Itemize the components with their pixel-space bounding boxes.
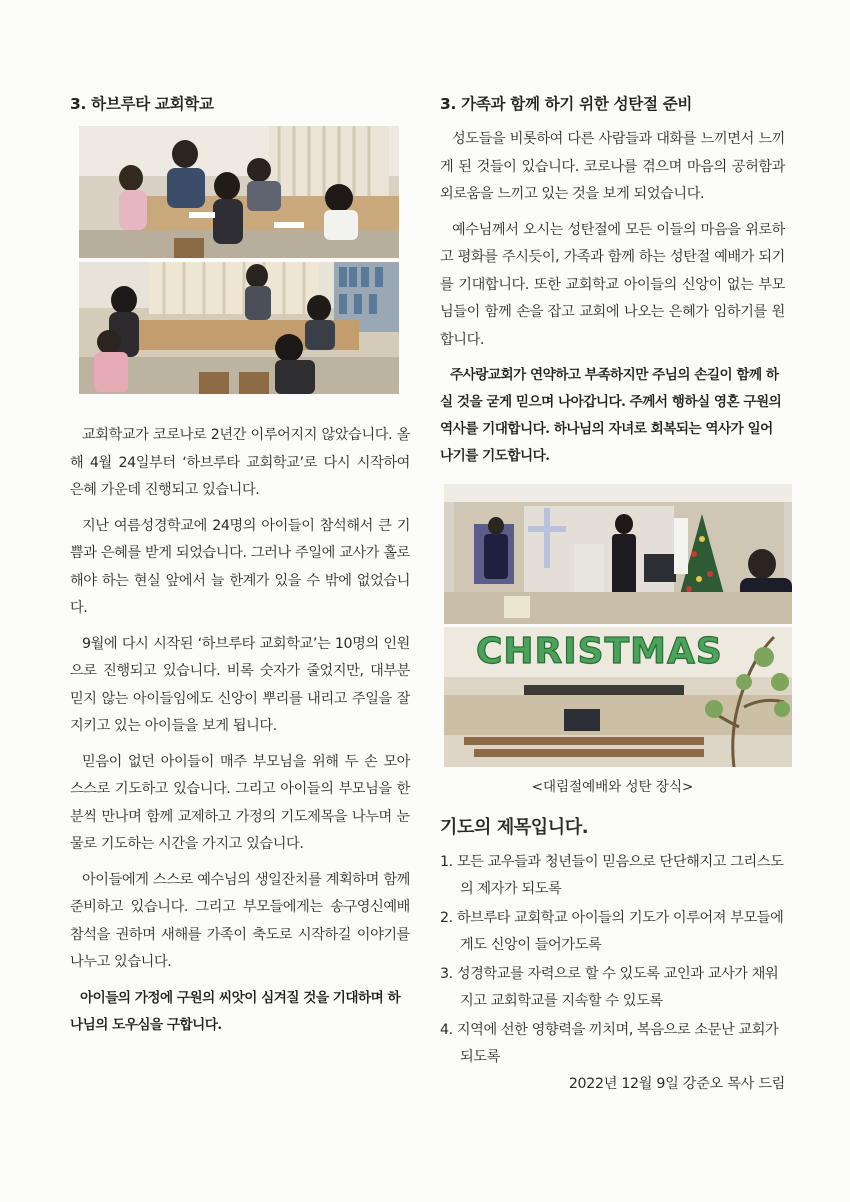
paragraph-1: 교회학교가 코로나로 2년간 이루어지지 않았습니다. 올해 4월 24일부터 ‘하브루타 교회학교’로 다시 시작하여 은혜 가운데 진행되고 있습니다. (70, 427, 410, 498)
advent-worship-photo (444, 484, 792, 624)
prayer-item: 4. 지역에 선한 영향력을 끼치며, 복음으로 소문난 교회가 되도록 (440, 1022, 779, 1065)
prayer-item: 1. 모든 교우들과 청년들이 믿음으로 단단해지고 그리스도의 제자가 되도록 (440, 854, 784, 897)
signature-line: 2022년 12월 9일 강준오 목사 드림 (568, 1076, 785, 1092)
christmas-decoration-photo (444, 627, 792, 767)
paragraph-right-2: 예수님께서 오시는 성탄절에 모든 이들의 마음을 위로하고 평화를 주시듯이, 가족과 함께 하는 성탄절 예배가 되기를 기대합니다. 또한 교회학교 아이들의 신앙이 없는 부모님들이 함께 손을 잡고 교회에 나오는 은혜가 임하기를 원합니다. (440, 221, 785, 348)
prayer-list-title: 기도의 제목입니다. (440, 817, 589, 838)
right-column (440, 92, 785, 1093)
classroom-photo-2 (79, 262, 399, 394)
paragraph-3: 9월에 다시 시작된 ‘하브루타 교회학교’는 10명의 인원으로 진행되고 있습니다. 비록 숫자가 줄었지만, 대부분 믿지 않는 아이들임에도 신앙이 뿌리를 내리고 주일을 잘 지키고 있는 아이들을 보게 됩니다. (70, 635, 410, 734)
prayer-item: 3. 성경학교를 자력으로 할 수 있도록 교인과 교사가 채워지고 교회학교를 지속할 수 있도록 (440, 966, 779, 1009)
paragraph-right-1: 성도들을 비롯하여 다른 사람들과 대화를 느끼면서 느끼게 된 것들이 있습니다. 코로나를 겪으며 마음의 공허함과 외로움을 느끼고 있는 것을 보게 되었습니다. (440, 131, 785, 202)
christmas-balloon-banner: CHRISTMAS (476, 631, 723, 672)
left-column (70, 92, 410, 1039)
prayer-item: 2. 하브루타 교회학교 아이들의 기도가 이루어져 부모들에게도 신앙이 들어가도록 (440, 910, 784, 953)
section-heading-habruta: 3. 하브루타 교회학교 (70, 95, 214, 113)
prayer-list (440, 849, 785, 1071)
paragraph-5: 아이들에게 스스로 예수님의 생일잔치를 계획하며 함께 준비하고 있습니다. 그리고 부모들에게는 송구영신예배 참석을 권하며 새해를 가족이 축도로 시작하길 이야기를 나누고 있습니다. (70, 871, 410, 970)
paragraph-2: 지난 여름성경학교에 24명의 아이들이 참석해서 큰 기쁨과 은혜를 받게 되었습니다. 그러나 주일에 교사가 홀로 해야 하는 현실 앞에서 늘 한계가 있을 수 밖에 없었습니다. (70, 517, 410, 616)
handwritten-note-left: 아이들의 가정에 구원의 씨앗이 심겨질 것을 기대하며 하나님의 도우심을 구합니다. (70, 989, 401, 1033)
classroom-photo-1 (79, 126, 399, 258)
section-heading-christmas: 3. 가족과 함께 하기 위한 성탄절 준비 (440, 95, 693, 113)
photo-caption: <대림절예배와 성탄 장식> (531, 779, 694, 795)
paragraph-4: 믿음이 없던 아이들이 매주 부모님을 위해 두 손 모아 스스로 기도하고 있습니다. 그리고 아이들의 부모님을 한 분씩 만나며 함께 교제하고 가정의 기도제목을 나누며 눈물로 기도하는 시간을 가지고 있습니다. (70, 753, 410, 852)
handwritten-note-right: 주사랑교회가 연약하고 부족하지만 주님의 손길이 함께 하실 것을 굳게 믿으며 나아갑니다. 주께서 행하실 영혼 구원의 역사를 기대합니다. 하나님의 자녀로 회복되는 역사가 일어나기를 기도합니다. (440, 367, 782, 464)
